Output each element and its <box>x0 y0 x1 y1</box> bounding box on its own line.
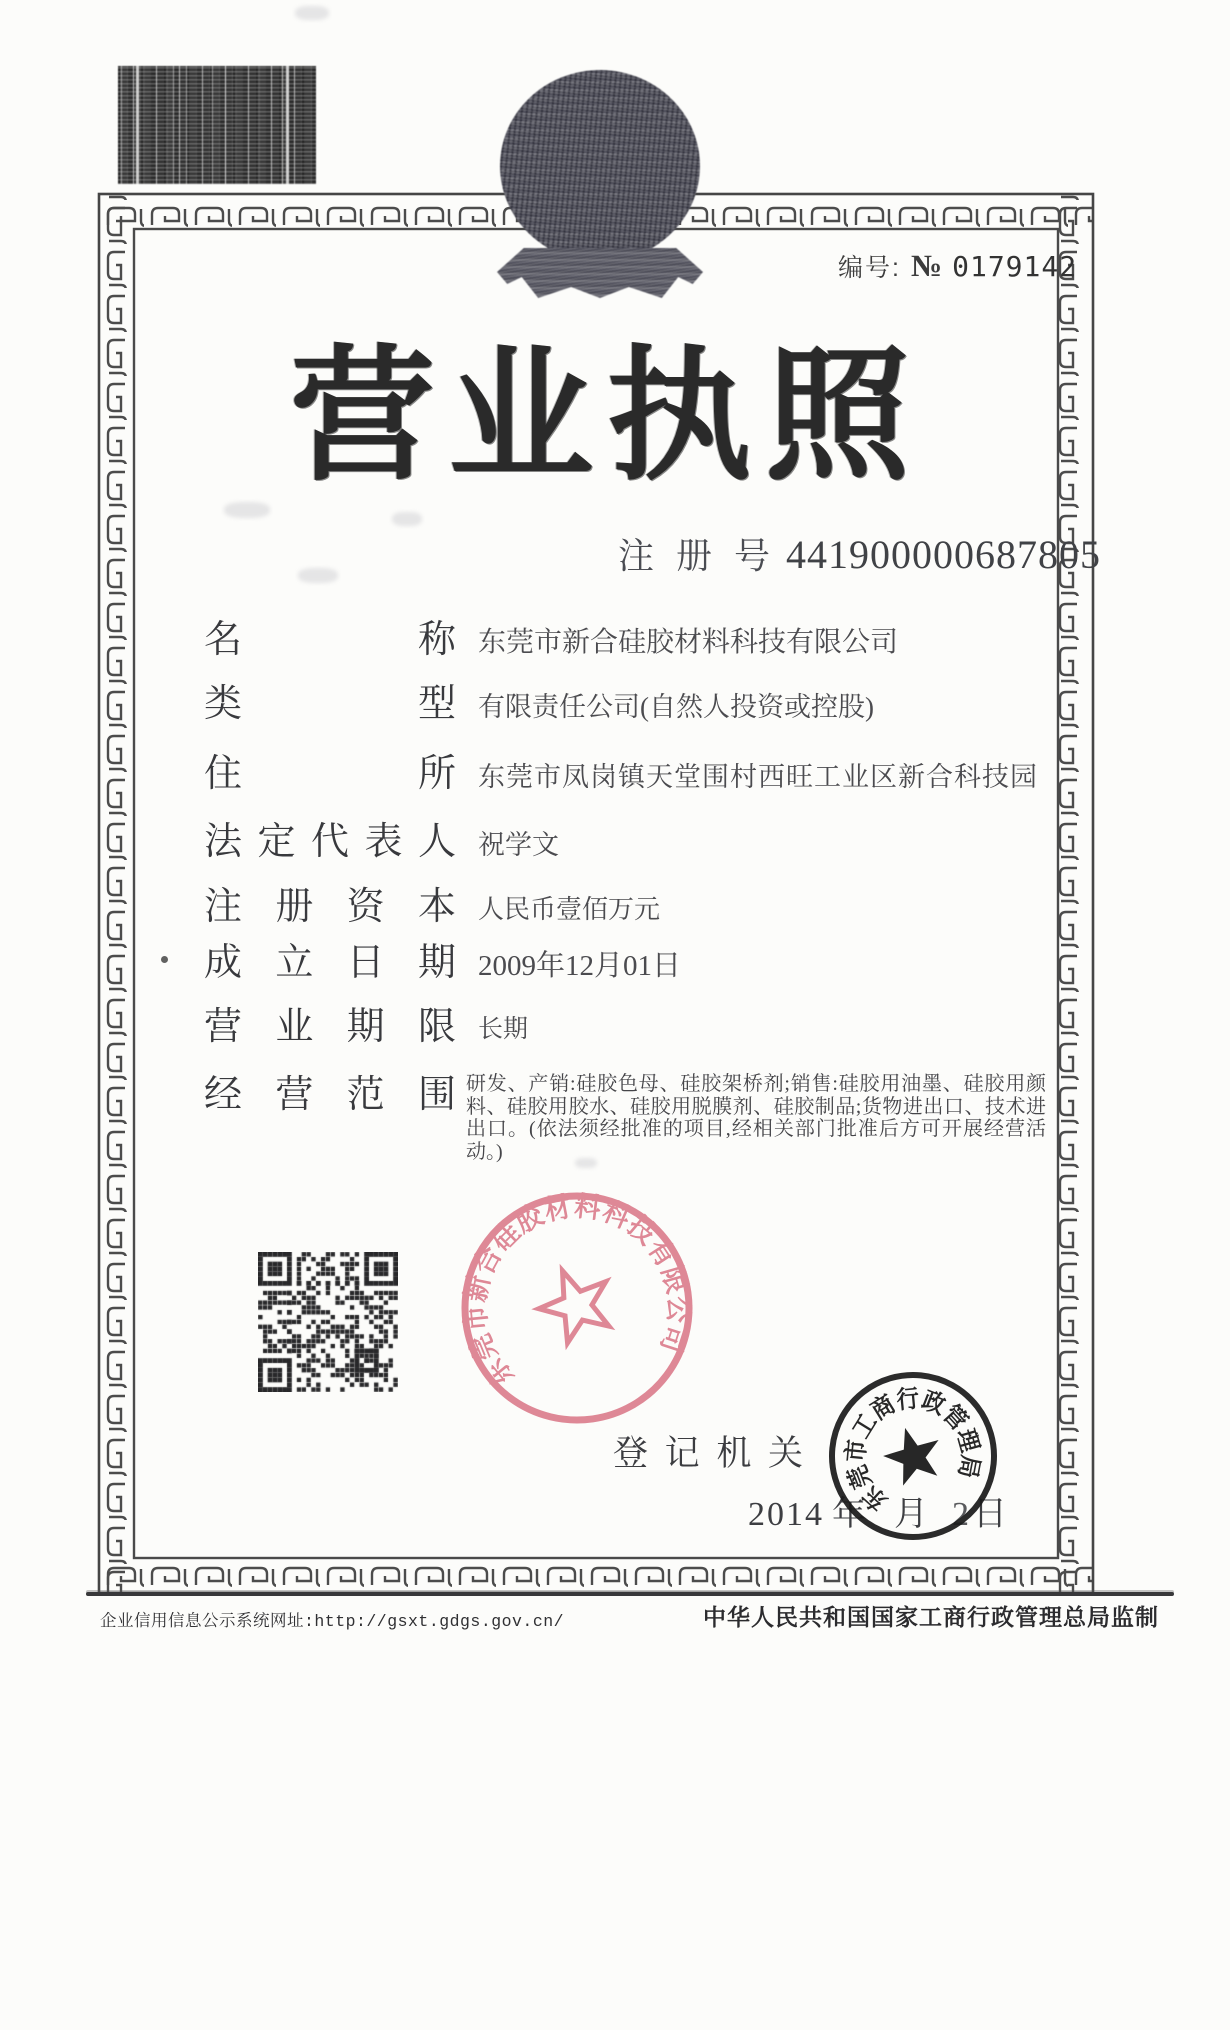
scan-artifact <box>224 502 270 518</box>
field-label: 住 所 <box>204 753 456 795</box>
serial-label: 编号: <box>838 254 901 282</box>
field-row-type <box>204 682 874 726</box>
footer-issuer-text: 中华人民共和国国家工商行政管理总局监制 <box>703 1604 1159 1630</box>
field-label: 注 册 资 本 <box>204 886 456 928</box>
field-value: 祝学文 <box>478 829 559 860</box>
field-value: 人民币壹佰万元 <box>478 894 661 924</box>
scan-artifact <box>298 568 338 583</box>
field-row-business-term <box>204 1005 528 1049</box>
field-label: 法 定 代 表 人 <box>204 821 456 863</box>
field-label: 类 型 <box>204 683 456 725</box>
red-seal-text: 东莞市新合硅胶材料科技有限公司 <box>459 1190 695 1394</box>
business-scope-text: 研发、产销:硅胶色母、硅胶架桥剂;销售:硅胶用油墨、硅胶用颜料、硅胶用胶水、硅胶用脱膜剂、硅胶制品;货物进出口、技术进出口。(依法须经批准的项目,经相关部门批准后方可开展经营活动。) <box>466 1073 1046 1163</box>
footer-public-info-url: 企业信用信息公示系统网址:http://gsxt.gdgs.gov.cn/ <box>100 1612 565 1631</box>
registry-authority-label: 登 记 机 关 <box>613 1434 803 1473</box>
sheet-edge-line <box>86 1592 1174 1596</box>
field-label: 经 营 范 围 <box>204 1074 456 1116</box>
numero-symbol: № <box>910 248 943 283</box>
field-value: 2009年12月01日 <box>478 949 682 982</box>
regno-value: 441900000687805 <box>786 532 1101 577</box>
qr-code <box>258 1252 398 1392</box>
issue-month-char: 月 <box>894 1496 928 1533</box>
serial-number: 0179142 <box>952 250 1078 283</box>
license-fields <box>204 0 1064 1230</box>
issue-day-char: 日 <box>973 1496 1007 1533</box>
field-label: 名 称 <box>204 619 456 661</box>
field-row-registered-capital <box>204 885 660 929</box>
field-value: 东莞市凤岗镇天堂围村西旺工业区新合科技园 <box>478 761 1038 792</box>
field-row-business-scope <box>204 1073 1046 1163</box>
field-row-name <box>204 618 898 662</box>
field-value: 长期 <box>478 1016 529 1043</box>
field-label: 成 立 日 期 <box>204 942 456 984</box>
field-row-address <box>204 752 1038 796</box>
regno-label: 注 册 号 <box>618 535 770 576</box>
scan-artifact <box>575 1158 597 1168</box>
field-row-establish-date <box>204 941 681 985</box>
field-value: 东莞市新合硅胶材料科技有限公司 <box>478 627 899 658</box>
scan-artifact <box>392 512 422 526</box>
license-title: 营 业 执 照 <box>290 335 910 497</box>
issue-year: 2014 <box>748 1496 824 1533</box>
issue-year-char: 年 <box>832 1496 866 1533</box>
company-red-seal <box>457 1188 697 1428</box>
barcode-gap <box>136 66 139 184</box>
field-value: 有限责任公司(自然人投资或控股) <box>478 691 874 722</box>
black-seal-text: 东莞市工商行政管理局 <box>842 1385 984 1516</box>
scan-artifact <box>295 6 329 20</box>
registry-black-seal <box>823 1366 1003 1546</box>
scan-artifact-dot <box>161 956 168 963</box>
field-label: 营 业 期 限 <box>204 1006 456 1048</box>
svg-text:东莞市新合硅胶材料科技有限公司 <box>457 1188 697 1397</box>
issue-day: 2 <box>952 1496 969 1533</box>
field-row-legal-representative <box>204 820 559 864</box>
